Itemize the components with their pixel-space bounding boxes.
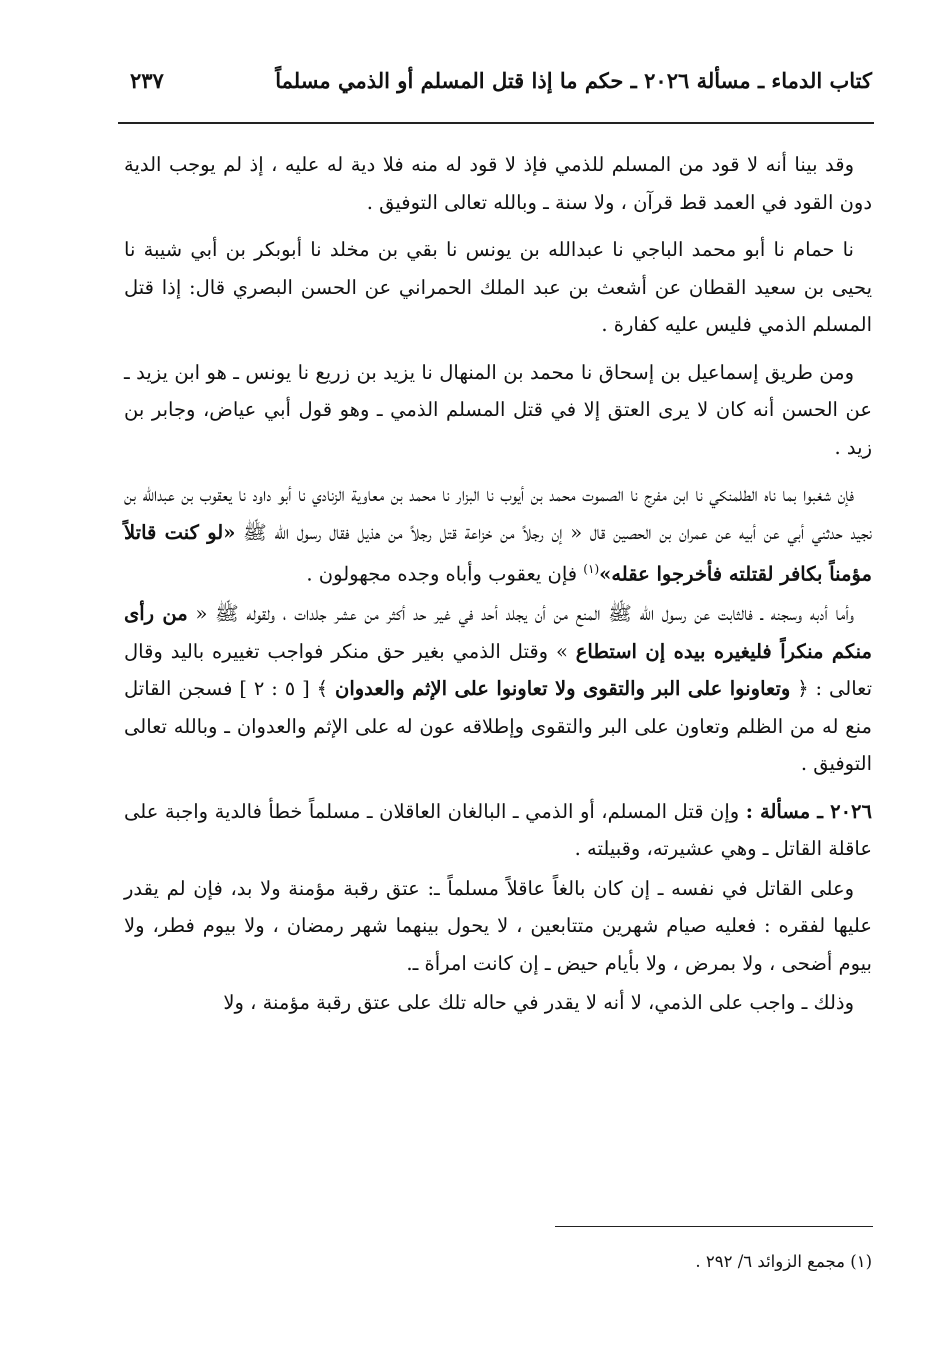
page-body — [124, 146, 872, 1032]
paragraph-text: وأما أدبه وسجنه ـ فالثابت عن رسول الله ﷺ المنع من أن يجلد أحد في غير حد أكثر من عشر جلدات ، ولقوله ﷺ « — [187, 602, 854, 625]
paragraph-text: وعلى القاتل في نفسه ـ إن كان بالغاً عاقلاً مسلماً ـ: عتق رقبة مؤمنة ولا بد، فإن لم يقدر عليها لفقره : فعليه صيام شهرين متتابعين ، لا يحول بينهما شهر رمضان ، ولا بيوم فطر، ولا بيوم أضحى ، ولا بمرض ، ولا بأيام حيض ـ إن كانت امرأة ـ. — [124, 876, 872, 975]
footnote-divider — [555, 1226, 873, 1227]
header-divider — [118, 122, 874, 124]
paragraph-5 — [124, 595, 872, 783]
issue-label: ٢٠٢٦ ـ مسألة : — [745, 799, 872, 823]
paragraph-text: وذلك ـ واجب على الذمي، لا أنه لا يقدر في حاله تلك على عتق رقبة مؤمنة ، ولا — [223, 991, 854, 1014]
quran-verse: وتعاونوا على البر والتقوى ولا تعاونوا على الإثم والعدوان — [335, 677, 791, 700]
footnote-marker: (١) — [583, 562, 600, 576]
paragraph-1 — [124, 146, 872, 221]
paragraph-text: نا حمام نا أبو محمد الباجي نا عبدالله بن يونس نا بقي بن مخلد نا أبوبكر بن أبي شيبة نا يحيى بن سعيد القطان عن أشعث بن عبد الملك الحمراني عن الحسن البصري قال: إذا قتل المسلم الذمي فليس عليه كفارة . — [124, 238, 872, 336]
paragraph-7 — [124, 870, 872, 983]
paragraph-text: فإن يعقوب وأباه وجده مجهولون . — [306, 562, 584, 586]
paragraph-text: وقد بينا أنه لا قود من المسلم للذمي فإذ لا قود له منه فلا دية له عليه ، إذ لم يوجب الدية دون القود في العمد قط قرآن ، ولا سنة ـ وبالله تعالى التوفيق . — [124, 153, 872, 214]
paragraph-text: وإن قتل المسلم، أو الذمي ـ البالغان العاقلان ـ مسلماً خطأ فالدية واجبة على عاقلة القاتل ـ وهي عشيرته، وقبيلته . — [124, 799, 872, 860]
paragraph-4 — [124, 476, 872, 593]
paragraph-issue-2026 — [124, 793, 872, 868]
paragraph-3 — [124, 354, 872, 467]
footnote: (١) مجمع الزوائد ٦/ ٢٩٢ . — [695, 1252, 872, 1271]
paragraph-2 — [124, 231, 872, 344]
running-title: كتاب الدماء ـ مسألة ٢٠٢٦ ـ حكم ما إذا قتل المسلم أو الذمي مسلماً — [275, 68, 872, 93]
page-number: ٢٣٧ — [130, 68, 164, 93]
paragraph-text: » وقتل الذمي بغير حق منكر فواجب تغييره باليد وقال تعالى : ﴿ — [124, 639, 873, 700]
hadith-quote: «لو كنت قاتلاً مؤمناً بكافر لقتلته فأخرجوا عقله» — [124, 520, 872, 586]
paragraph-text: ﴾ [ ٥ : ٢ ] فسجن القاتل منع له من الظلم وتعاون على البر والتقوى وإطلاقه عون له على الإثم والعدوان ـ وبالله تعالى التوفيق . — [124, 677, 872, 775]
paragraph-text: ومن طريق إسماعيل بن إسحاق نا محمد بن المنهال نا يزيد بن زريع نا يونس ـ هو ابن يزيد ـ عن الحسن أنه كان لا يرى العتق إلا في قتل المسلم الذمي ـ وهو قول أبي عياض، وجابر بن زيد . — [124, 360, 872, 459]
page-header — [120, 62, 872, 102]
paragraph-text: فإن شغبوا بما ناه الطلمنكي نا ابن مفرج نا الصموت محمد بن أيوب نا البزار نا محمد بن معاوية الزنادي نا أبو داود نا يعقوب بن عبدالله بن نجيد حدثني أبي عن أبيه عن عمران بن الحصين قال « إن رجلاً من خزاعة قتل رجلاً من هذيل فقال رسول الله ﷺ — [124, 483, 873, 544]
paragraph-8 — [124, 984, 872, 1022]
hadith-quote: من رأى منكم منكراً فليغيره بيده إن استطاع — [124, 602, 872, 663]
